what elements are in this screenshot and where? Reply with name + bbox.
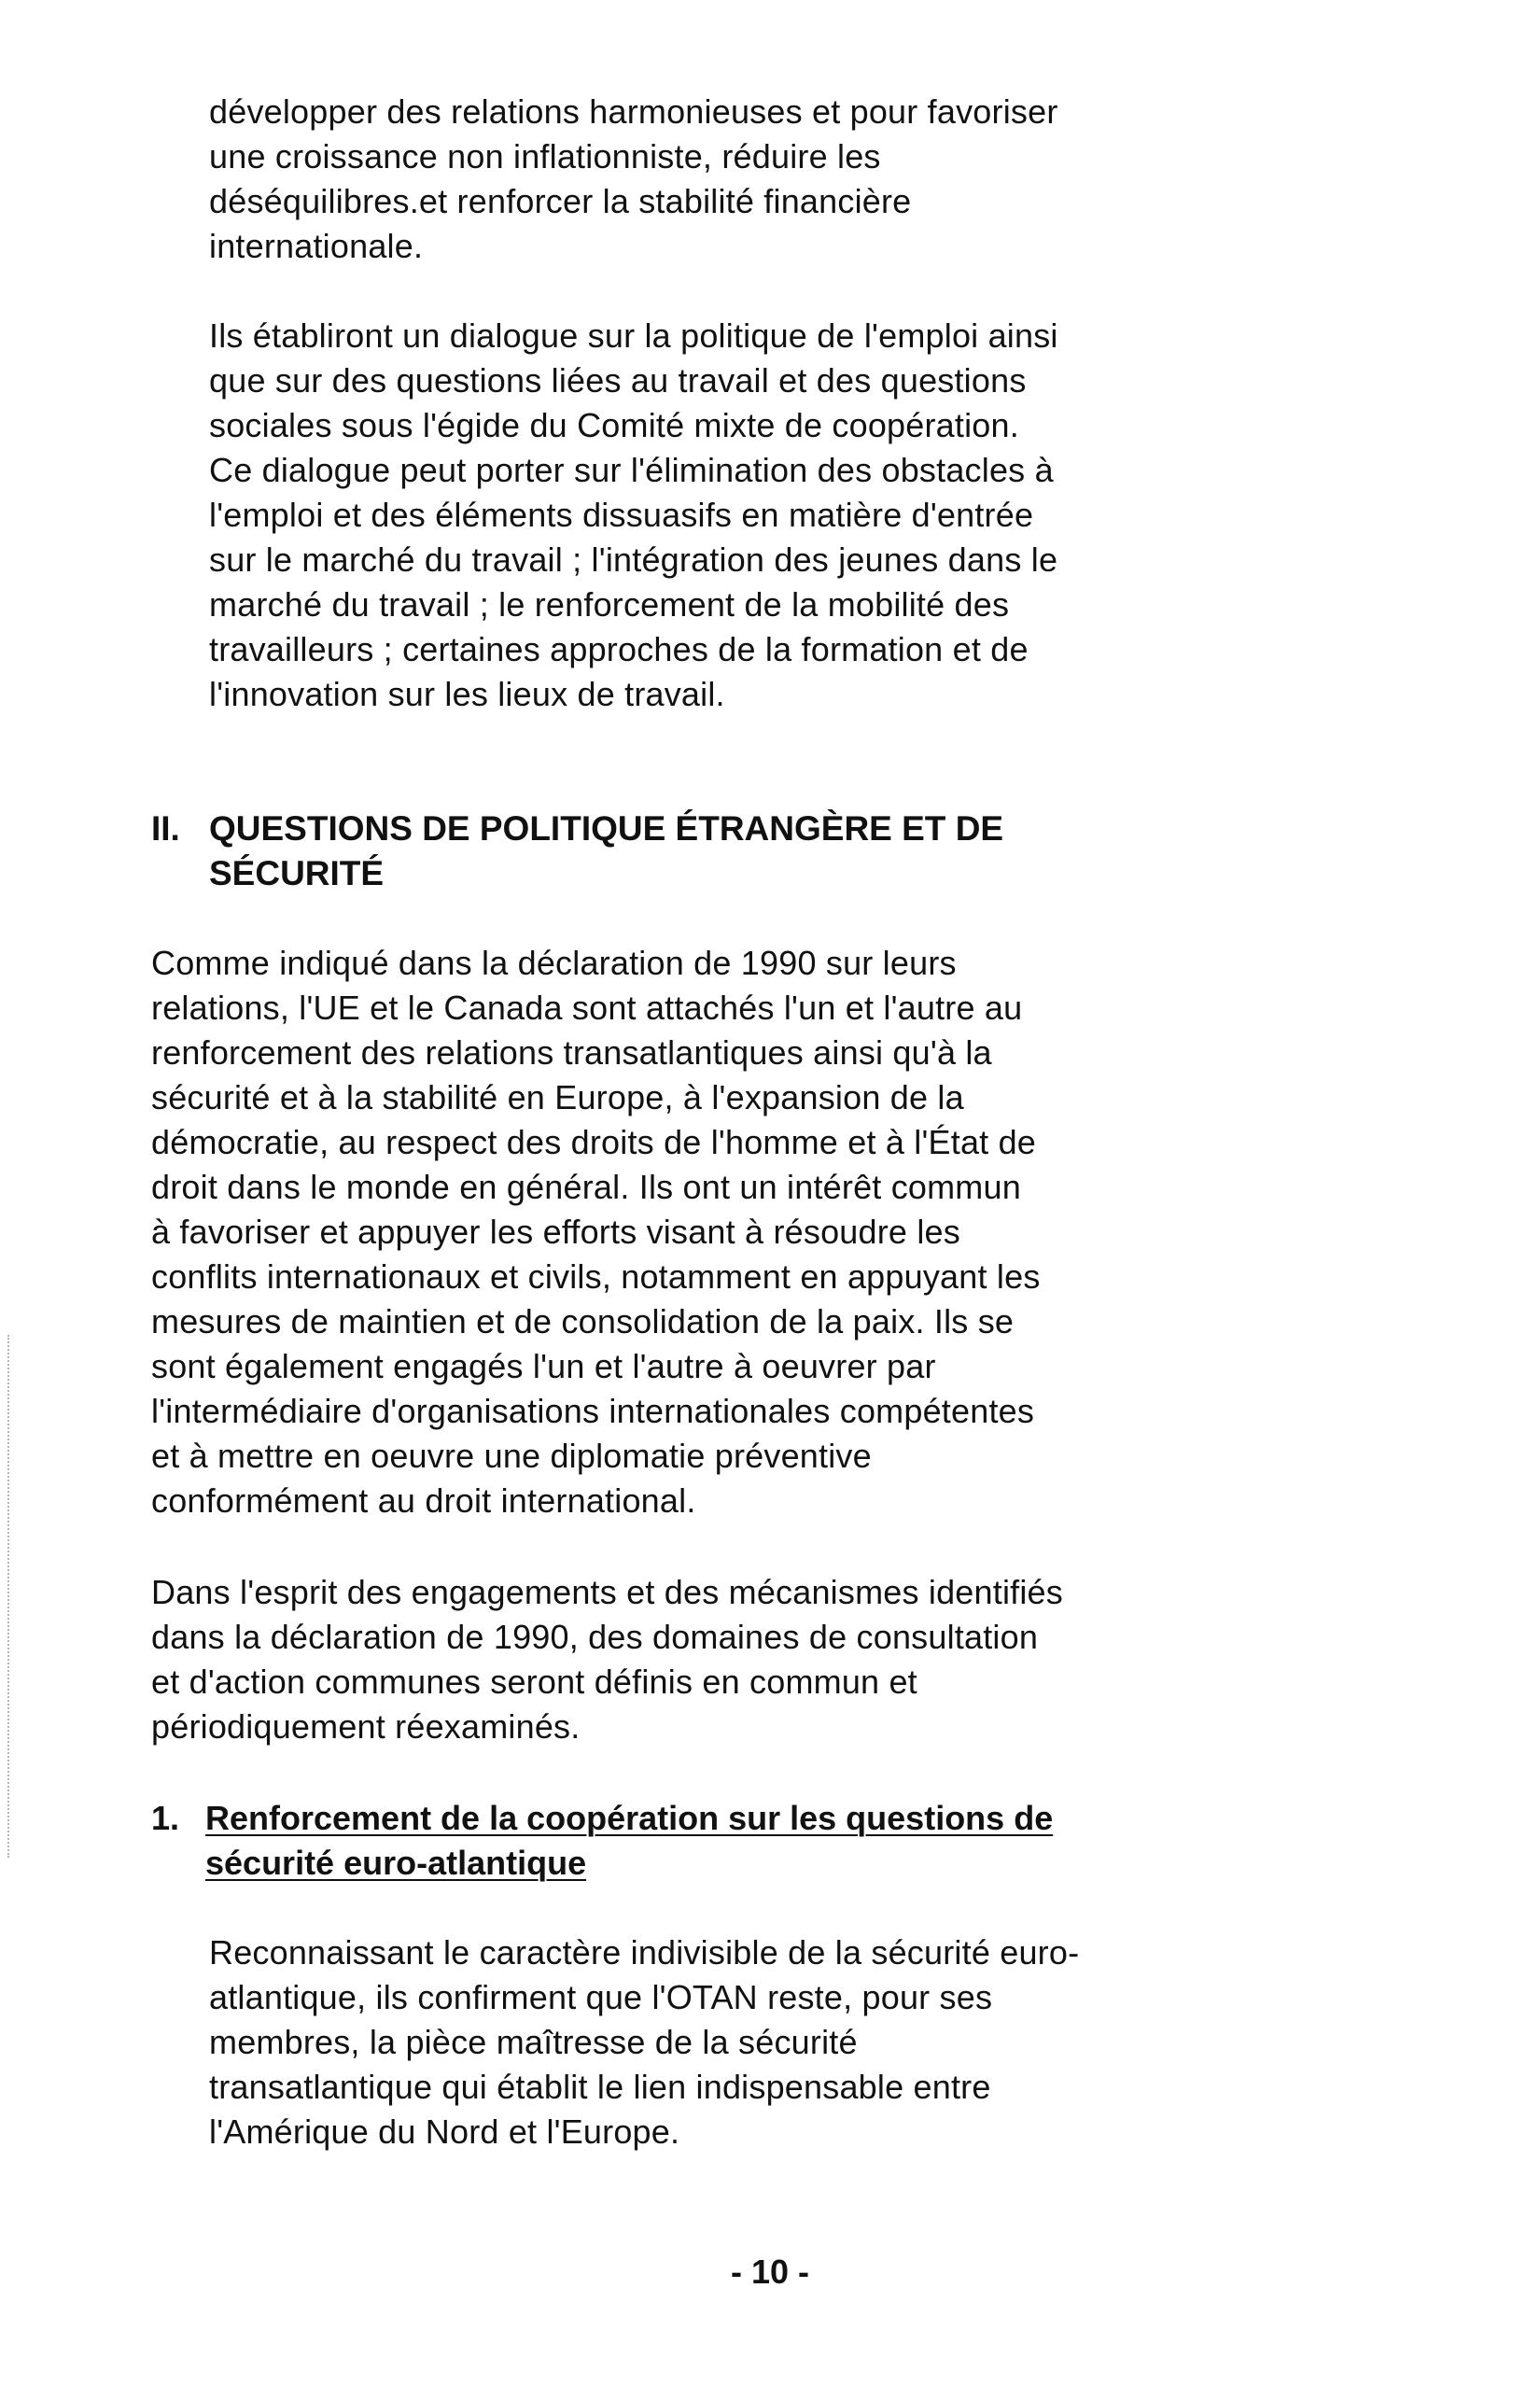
paragraph-employment-dialogue: Ils établiront un dialogue sur la politique de l'emploi ainsi que sur des questions liées au travail et des questions sociales sous l'égide du Comité mixte de coopération. Ce dialogue peut porter sur l'élimination des obstacles à l'emploi et des éléments dissuasifs en matière d'entrée sur le marché du travail ; l'intégration des jeunes dans le marché du travail ; le renforcement de la mobilité des travailleurs ; certaines approches de la formation et de l'innovation sur les lieux de travail. xyxy=(209,316,1058,713)
paragraph-consultation: Dans l'esprit des engagements et des mécanismes identifiés dans la déclaration de 1990, des domaines de consultation et d'action communes seront définis en commun et périodiquement réexaminés. xyxy=(151,1573,1063,1746)
paragraph-foreign-policy: Comme indiqué dans la déclaration de 1990 sur leurs relations, l'UE et le Canada sont attachés l'un et l'autre au renforcement des relations transatlantiques ainsi qu'à la sécurité et à la stabilité en Europe, à l'expansion de la démocratie, au respect des droits de l'homme et à l'État de droit dans le monde en général. Ils ont un intérêt commun à favoriser et appuyer les efforts visant à résoudre les conflits internationaux et civils, notamment en appuyant les mesures de maintien et de consolidation de la paix. Ils se sont également engagés l'un et l'autre à oeuvrer par l'intermédiaire d'organisations internationales compétentes et à mettre en oeuvre une diplomatie préventive conformément au droit international. xyxy=(151,944,1041,1520)
subsection-number: 1. xyxy=(151,1799,180,1837)
page-number: - 10 - xyxy=(730,2253,810,2291)
subsection-title: Renforcement de la coopération sur les questions de sécurité euro-atlantique xyxy=(205,1799,1054,1882)
paragraph-otan: Reconnaissant le caractère indivisible de la sécurité euro- atlantique, ils confirment que l'OTAN reste, pour ses membres, la pièce maîtresse de la sécurité transatlantique qui établit le lien indispensable entre l'Amérique du Nord et l'Europe. xyxy=(209,1933,1080,2151)
scan-margin-line xyxy=(7,1335,9,1858)
section-number: II. xyxy=(151,809,180,848)
section-title: QUESTIONS DE POLITIQUE ÉTRANGÈRE ET DE SÉCURITÉ xyxy=(209,809,1004,892)
paragraph-continuation: développer des relations harmonieuses et pour favoriser une croissance non inflationniste, réduire les déséquilibres.et renforcer la stabilité financière internationale. xyxy=(209,92,1058,265)
